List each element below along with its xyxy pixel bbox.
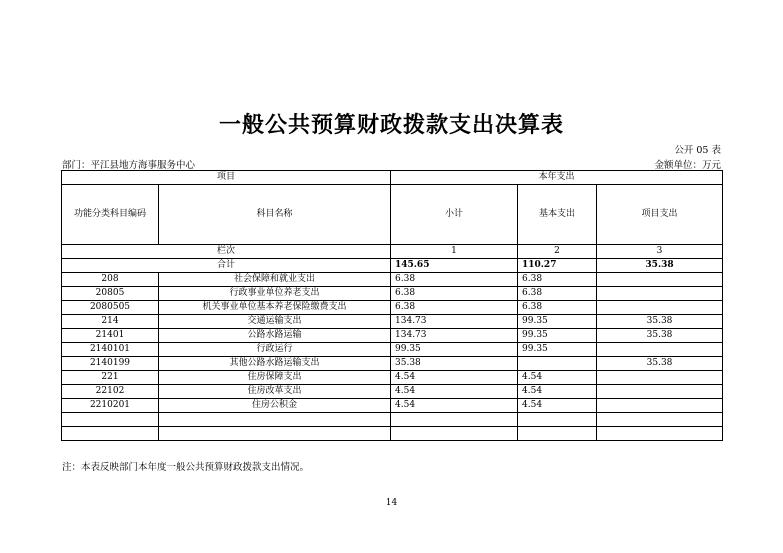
column-number-1: 1	[391, 245, 518, 259]
row-basic: 99.35	[518, 329, 597, 343]
row-project	[597, 343, 723, 357]
row-code: 208	[62, 273, 159, 287]
column-number-3: 3	[597, 245, 723, 259]
row-code: 21401	[62, 329, 159, 343]
table-row	[62, 343, 723, 357]
table-body	[62, 171, 723, 441]
row-name: 公路水路运输	[159, 329, 391, 343]
row-name: 行政运行	[159, 343, 391, 357]
row-name: 住房保障支出	[159, 371, 391, 385]
row-basic: 4.54	[518, 385, 597, 399]
header-current-year: 本年支出	[391, 171, 723, 185]
total-basic: 110.27	[518, 259, 597, 273]
row-subtotal: 99.35	[391, 343, 518, 357]
row-basic: 99.35	[518, 315, 597, 329]
table-row	[62, 399, 723, 413]
header-row-2	[62, 185, 723, 245]
empty-row	[62, 413, 723, 427]
header-name: 科目名称	[159, 185, 391, 245]
table-row	[62, 329, 723, 343]
row-subtotal: 4.54	[391, 399, 518, 413]
header-code: 功能分类科目编码	[62, 185, 159, 245]
form-code: 公开 05 表	[674, 145, 721, 156]
row-project	[597, 385, 723, 399]
row-name: 机关事业单位基本养老保险缴费支出	[159, 301, 391, 315]
total-row	[62, 259, 723, 273]
row-basic: 6.38	[518, 273, 597, 287]
row-name: 住房公积金	[159, 399, 391, 413]
row-project: 35.38	[597, 357, 723, 371]
header-row-1	[62, 171, 723, 185]
header-basic: 基本支出	[518, 185, 597, 245]
table-row	[62, 385, 723, 399]
row-code: 2140101	[62, 343, 159, 357]
row-basic: 6.38	[518, 287, 597, 301]
header-subtotal: 小计	[391, 185, 518, 245]
empty-row	[62, 427, 723, 441]
row-subtotal: 6.38	[391, 287, 518, 301]
page-number: 14	[385, 498, 398, 508]
row-code: 2140199	[62, 357, 159, 371]
unit-label: 金额单位：万元	[654, 160, 721, 171]
row-basic: 99.35	[518, 343, 597, 357]
page-title: 一般公共预算财政拨款支出决算表	[218, 112, 564, 138]
row-basic: 4.54	[518, 371, 597, 385]
header-project-expenditure: 项目支出	[597, 185, 723, 245]
table-note: 注：本表反映部门本年度一般公共预算财政拨款支出情况。	[62, 462, 310, 473]
row-subtotal: 4.54	[391, 385, 518, 399]
column-number-label: 栏次	[62, 245, 391, 259]
row-subtotal: 4.54	[391, 371, 518, 385]
row-name: 社会保障和就业支出	[159, 273, 391, 287]
row-subtotal: 134.73	[391, 329, 518, 343]
row-name: 行政事业单位养老支出	[159, 287, 391, 301]
table-row	[62, 357, 723, 371]
department-label: 部门：平江县地方海事服务中心	[62, 160, 196, 171]
row-code: 221	[62, 371, 159, 385]
row-project	[597, 301, 723, 315]
row-name: 住房改革支出	[159, 385, 391, 399]
row-project	[597, 371, 723, 385]
total-subtotal: 145.65	[391, 259, 518, 273]
row-code: 214	[62, 315, 159, 329]
row-basic: 4.54	[518, 399, 597, 413]
row-subtotal: 6.38	[391, 301, 518, 315]
row-code: 20805	[62, 287, 159, 301]
row-code: 2080505	[62, 301, 159, 315]
row-project	[597, 399, 723, 413]
table-row	[62, 371, 723, 385]
row-name: 交通运输支出	[159, 315, 391, 329]
table-row	[62, 315, 723, 329]
row-subtotal: 6.38	[391, 273, 518, 287]
row-project	[597, 287, 723, 301]
expenditure-table	[61, 170, 723, 441]
row-name: 其他公路水路运输支出	[159, 357, 391, 371]
row-code: 2210201	[62, 399, 159, 413]
table-row	[62, 273, 723, 287]
total-label: 合计	[62, 259, 391, 273]
row-subtotal: 35.38	[391, 357, 518, 371]
row-basic: 6.38	[518, 301, 597, 315]
row-project: 35.38	[597, 315, 723, 329]
row-code: 22102	[62, 385, 159, 399]
table-row	[62, 287, 723, 301]
row-basic	[518, 357, 597, 371]
column-number-row	[62, 245, 723, 259]
column-number-2: 2	[518, 245, 597, 259]
total-project: 35.38	[597, 259, 723, 273]
row-project	[597, 273, 723, 287]
table-row	[62, 301, 723, 315]
row-project: 35.38	[597, 329, 723, 343]
header-project: 项目	[62, 171, 391, 185]
row-subtotal: 134.73	[391, 315, 518, 329]
